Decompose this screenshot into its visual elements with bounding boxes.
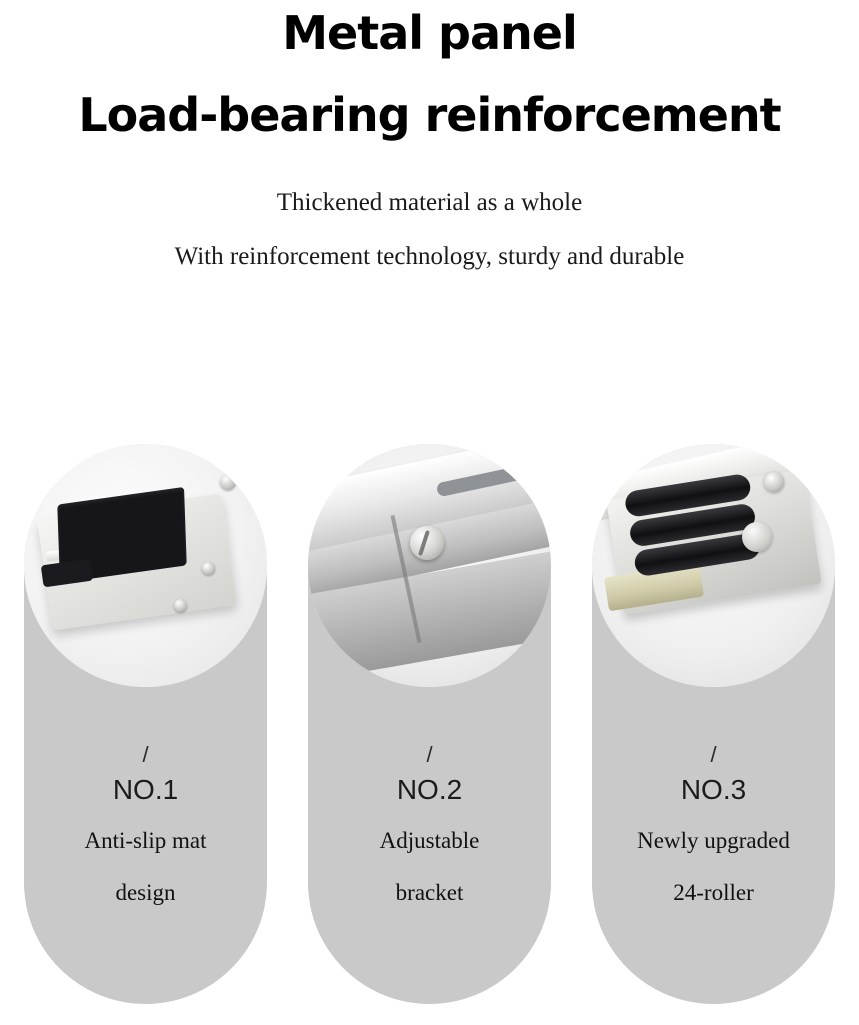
- subheadline-line-1: Thickened material as a whole: [276, 188, 583, 216]
- page-title: Metal panel: [282, 6, 577, 60]
- feature-desc-line-1: Newly upgraded: [637, 828, 790, 853]
- divider-slash: /: [142, 742, 149, 767]
- screw-icon: [220, 474, 236, 490]
- feature-number: NO.2: [396, 774, 463, 805]
- feature-card: [592, 444, 835, 1004]
- subheadline-block: [0, 189, 859, 271]
- screw-icon: [202, 562, 215, 575]
- roller-photo: [592, 444, 835, 687]
- roller-cap-icon: [742, 522, 772, 552]
- feature-card-text: [592, 744, 835, 932]
- feature-card-text: [24, 744, 267, 932]
- feature-desc-line-1: Anti-slip mat: [84, 828, 207, 853]
- feature-number: NO.3: [680, 774, 747, 805]
- feature-card: [308, 444, 551, 1004]
- feature-desc-line-2: design: [115, 880, 176, 905]
- subheadline-line-2: With reinforcement technology, sturdy and durable: [174, 242, 685, 270]
- feature-desc-line-1: Adjustable: [379, 828, 480, 853]
- screw-icon: [764, 472, 784, 492]
- feature-number: NO.1: [112, 774, 179, 805]
- headline-block: [0, 0, 859, 143]
- anti-slip-mat-photo: [24, 444, 267, 687]
- divider-slash: /: [426, 742, 433, 767]
- screw-icon: [410, 526, 444, 560]
- feature-card-list: [0, 444, 859, 1004]
- feature-card: [24, 444, 267, 1004]
- divider-slash: /: [710, 742, 717, 767]
- roller-group: [623, 471, 762, 586]
- feature-card-text: [308, 744, 551, 932]
- adjustable-bracket-photo: [308, 444, 551, 687]
- page-subtitle: Load-bearing reinforcement: [78, 88, 781, 143]
- feature-desc-line-2: bracket: [395, 880, 464, 905]
- screw-icon: [174, 599, 187, 612]
- feature-desc-line-2: 24-roller: [673, 880, 754, 905]
